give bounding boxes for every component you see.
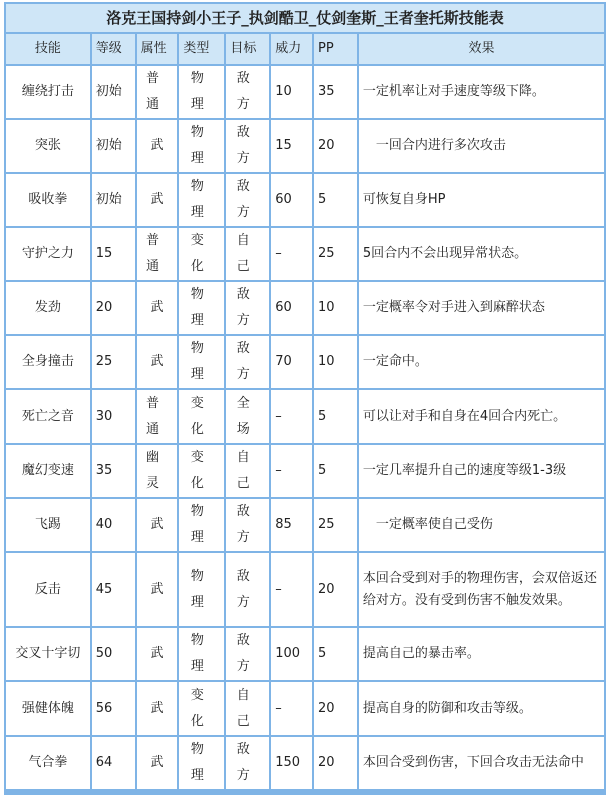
header-pp: PP bbox=[314, 34, 357, 64]
type-cell-text: 物理 bbox=[190, 341, 204, 382]
effect-cell: 可恢复自身HP bbox=[359, 174, 604, 226]
target-cell-text: 敌方 bbox=[236, 504, 250, 545]
target-cell-text: 自己 bbox=[236, 233, 250, 274]
attribute-cell: 武 bbox=[137, 499, 178, 551]
pp-cell: 20 bbox=[314, 682, 357, 735]
skill-cell: 飞踢 bbox=[6, 499, 90, 551]
effect-cell: 提高自己的暴击率。 bbox=[359, 628, 604, 680]
effect-cell: 本回合受到伤害，下回合攻击无法命中 bbox=[359, 737, 604, 789]
table-row bbox=[6, 66, 604, 118]
table-title: 洛克王国持剑小王子_执剑酷卫_仗剑奎斯_王者奎托斯技能表 bbox=[6, 4, 604, 32]
power-cell: 60 bbox=[271, 282, 312, 334]
attribute-cell: 武 bbox=[137, 336, 178, 388]
target-cell-text: 敌方 bbox=[236, 633, 250, 674]
type-cell-text: 物理 bbox=[190, 633, 204, 674]
skill-cell: 守护之力 bbox=[6, 228, 90, 280]
level-cell: 15 bbox=[92, 228, 135, 280]
target-cell bbox=[226, 499, 269, 551]
target-cell-text: 敌方 bbox=[236, 568, 250, 610]
level-cell: 50 bbox=[92, 628, 135, 680]
attribute-cell-text: 幽灵 bbox=[145, 450, 159, 491]
attribute-cell-text: 普通 bbox=[145, 395, 159, 437]
skill-cell: 交叉十字切 bbox=[6, 628, 90, 680]
target-cell-text: 敌方 bbox=[236, 287, 250, 328]
pp-cell: 5 bbox=[314, 628, 357, 680]
attribute-cell: 武 bbox=[137, 682, 178, 735]
target-cell-text: 自己 bbox=[236, 687, 250, 729]
pp-cell: 20 bbox=[314, 737, 357, 789]
target-cell bbox=[226, 445, 269, 497]
type-cell bbox=[179, 445, 224, 497]
type-cell-text: 物理 bbox=[190, 742, 204, 783]
power-cell: – bbox=[271, 682, 312, 735]
type-cell-text: 物理 bbox=[190, 179, 204, 220]
table-row bbox=[6, 499, 604, 551]
level-cell: 30 bbox=[92, 390, 135, 443]
skill-table bbox=[4, 2, 606, 791]
target-cell bbox=[226, 682, 269, 735]
pp-cell: 20 bbox=[314, 553, 357, 626]
table-row bbox=[6, 336, 604, 388]
header-row bbox=[6, 34, 604, 64]
effect-cell: 可以让对手和自身在4回合内死亡。 bbox=[359, 390, 604, 443]
level-cell: 20 bbox=[92, 282, 135, 334]
type-cell bbox=[179, 553, 224, 626]
table-row bbox=[6, 445, 604, 497]
header-target: 目标 bbox=[226, 34, 269, 64]
header-effect: 效果 bbox=[359, 34, 604, 64]
table-row bbox=[6, 120, 604, 172]
target-cell bbox=[226, 336, 269, 388]
attribute-cell-text: 普通 bbox=[145, 71, 159, 112]
skill-table-container bbox=[4, 2, 606, 795]
type-cell-text: 变化 bbox=[190, 395, 204, 437]
level-cell: 40 bbox=[92, 499, 135, 551]
level-cell: 初始 bbox=[92, 120, 135, 172]
table-row bbox=[6, 390, 604, 443]
pp-cell: 10 bbox=[314, 336, 357, 388]
type-cell bbox=[179, 120, 224, 172]
target-cell bbox=[226, 628, 269, 680]
level-cell: 45 bbox=[92, 553, 135, 626]
attribute-cell bbox=[137, 66, 178, 118]
pp-cell: 35 bbox=[314, 66, 357, 118]
power-cell: 60 bbox=[271, 174, 312, 226]
type-cell bbox=[179, 336, 224, 388]
table-row bbox=[6, 553, 604, 626]
header-skill: 技能 bbox=[6, 34, 90, 64]
effect-cell: 一定概率使自己受伤 bbox=[359, 499, 604, 551]
target-cell bbox=[226, 66, 269, 118]
header-power: 威力 bbox=[271, 34, 312, 64]
type-cell-text: 变化 bbox=[190, 450, 204, 491]
skill-cell: 反击 bbox=[6, 553, 90, 626]
level-cell: 初始 bbox=[92, 174, 135, 226]
effect-cell: 一定命中。 bbox=[359, 336, 604, 388]
skill-cell: 缠绕打击 bbox=[6, 66, 90, 118]
skill-cell: 魔幻变速 bbox=[6, 445, 90, 497]
header-attribute: 属性 bbox=[137, 34, 178, 64]
type-cell bbox=[179, 174, 224, 226]
attribute-cell: 武 bbox=[137, 120, 178, 172]
table-row bbox=[6, 228, 604, 280]
target-cell-text: 敌方 bbox=[236, 341, 250, 382]
target-cell bbox=[226, 282, 269, 334]
power-cell: – bbox=[271, 553, 312, 626]
attribute-cell: 武 bbox=[137, 737, 178, 789]
target-cell bbox=[226, 174, 269, 226]
target-cell-text: 敌方 bbox=[236, 179, 250, 220]
type-cell bbox=[179, 390, 224, 443]
power-cell: 15 bbox=[271, 120, 312, 172]
type-cell bbox=[179, 228, 224, 280]
level-cell: 64 bbox=[92, 737, 135, 789]
level-cell: 25 bbox=[92, 336, 135, 388]
table-row bbox=[6, 737, 604, 789]
skill-cell: 全身撞击 bbox=[6, 336, 90, 388]
pp-cell: 25 bbox=[314, 228, 357, 280]
effect-cell: 一定概率令对手进入到麻醉状态 bbox=[359, 282, 604, 334]
skill-cell: 气合拳 bbox=[6, 737, 90, 789]
pp-cell: 20 bbox=[314, 120, 357, 172]
pp-cell: 5 bbox=[314, 445, 357, 497]
type-cell-text: 物理 bbox=[190, 287, 204, 328]
power-cell: 10 bbox=[271, 66, 312, 118]
effect-cell: 一定机率让对手速度等级下降。 bbox=[359, 66, 604, 118]
table-row bbox=[6, 682, 604, 735]
type-cell bbox=[179, 66, 224, 118]
target-cell-text: 敌方 bbox=[236, 71, 250, 112]
skill-cell: 突张 bbox=[6, 120, 90, 172]
target-cell bbox=[226, 390, 269, 443]
target-cell-text: 自己 bbox=[236, 450, 250, 491]
effect-cell: 本回合受到对手的物理伤害，会双倍返还给对方。没有受到伤害不触发效果。 bbox=[359, 553, 604, 626]
attribute-cell bbox=[137, 228, 178, 280]
pp-cell: 5 bbox=[314, 174, 357, 226]
power-cell: 100 bbox=[271, 628, 312, 680]
target-cell bbox=[226, 120, 269, 172]
target-cell bbox=[226, 737, 269, 789]
type-cell bbox=[179, 737, 224, 789]
table-row bbox=[6, 628, 604, 680]
skill-cell: 死亡之音 bbox=[6, 390, 90, 443]
power-cell: 70 bbox=[271, 336, 312, 388]
effect-cell: 5回合内不会出现异常状态。 bbox=[359, 228, 604, 280]
effect-cell: 一定几率提升自己的速度等级1-3级 bbox=[359, 445, 604, 497]
effect-cell: 提高自身的防御和攻击等级。 bbox=[359, 682, 604, 735]
target-cell-text: 全场 bbox=[236, 395, 250, 437]
power-cell: – bbox=[271, 390, 312, 443]
power-cell: 150 bbox=[271, 737, 312, 789]
table-row bbox=[6, 174, 604, 226]
type-cell-text: 变化 bbox=[190, 233, 204, 274]
type-cell bbox=[179, 282, 224, 334]
attribute-cell: 武 bbox=[137, 282, 178, 334]
skill-cell: 发劲 bbox=[6, 282, 90, 334]
attribute-cell: 武 bbox=[137, 628, 178, 680]
attribute-cell bbox=[137, 390, 178, 443]
target-cell bbox=[226, 228, 269, 280]
type-cell-text: 变化 bbox=[190, 687, 204, 729]
type-cell-text: 物理 bbox=[190, 568, 204, 610]
skill-cell: 吸收拳 bbox=[6, 174, 90, 226]
attribute-cell: 武 bbox=[137, 553, 178, 626]
power-cell: – bbox=[271, 228, 312, 280]
pp-cell: 5 bbox=[314, 390, 357, 443]
attribute-cell bbox=[137, 445, 178, 497]
skill-cell: 强健体魄 bbox=[6, 682, 90, 735]
target-cell bbox=[226, 553, 269, 626]
type-cell-text: 物理 bbox=[190, 125, 204, 166]
level-cell: 35 bbox=[92, 445, 135, 497]
type-cell-text: 物理 bbox=[190, 71, 204, 112]
type-cell-text: 物理 bbox=[190, 504, 204, 545]
power-cell: 85 bbox=[271, 499, 312, 551]
attribute-cell-text: 普通 bbox=[145, 233, 159, 274]
type-cell bbox=[179, 499, 224, 551]
target-cell-text: 敌方 bbox=[236, 742, 250, 783]
type-cell bbox=[179, 682, 224, 735]
pp-cell: 25 bbox=[314, 499, 357, 551]
header-level: 等级 bbox=[92, 34, 135, 64]
level-cell: 56 bbox=[92, 682, 135, 735]
target-cell-text: 敌方 bbox=[236, 125, 250, 166]
effect-cell: 一回合内进行多次攻击 bbox=[359, 120, 604, 172]
pp-cell: 10 bbox=[314, 282, 357, 334]
type-cell bbox=[179, 628, 224, 680]
header-type: 类型 bbox=[179, 34, 224, 64]
attribute-cell: 武 bbox=[137, 174, 178, 226]
power-cell: – bbox=[271, 445, 312, 497]
table-row bbox=[6, 282, 604, 334]
level-cell: 初始 bbox=[92, 66, 135, 118]
